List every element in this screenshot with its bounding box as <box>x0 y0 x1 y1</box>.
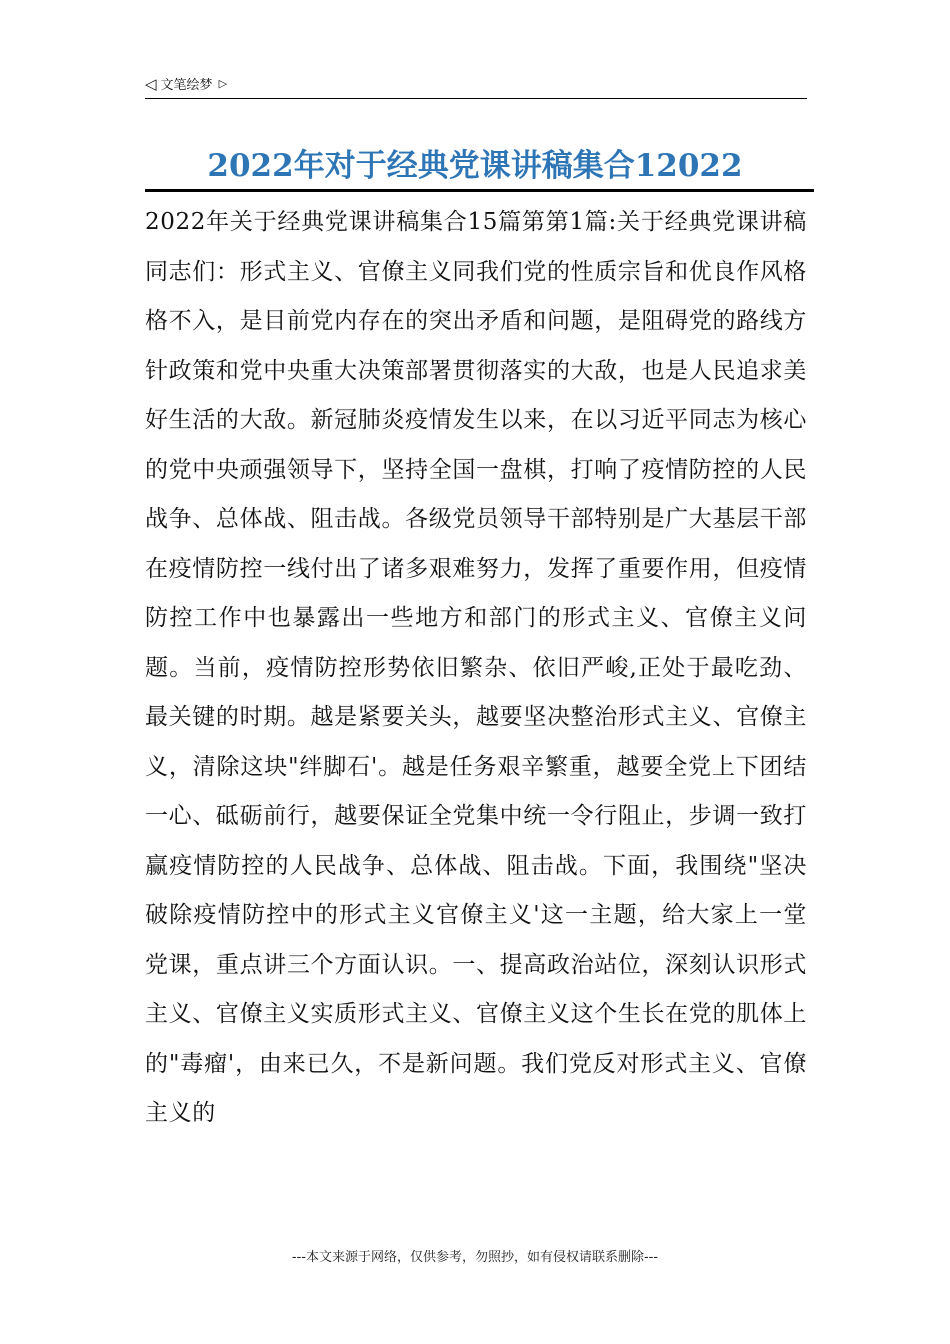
brand <box>145 74 227 93</box>
brand-label: 文笔绘梦 <box>160 78 213 93</box>
document-title: 2022年对于经典党课讲稿集合12022 <box>207 148 743 184</box>
right-triangle-icon: ▷ <box>218 77 228 90</box>
document-body: 2022年关于经典党课讲稿集合15篇第第1篇:关于经典党课讲稿同志们：形式主义、官僚主义同我们党的性质宗旨和优良作风格格不入，是目前党内存在的突出矛盾和问题，是阻碍党的路线方针政策和党中央重大决策部署贯彻落实的大敌，也是人民追求美好生活的大敌。新冠肺炎疫情发生以来，在以习近平同志为核心的党中央顽强领导下，坚持全国一盘棋，打响了疫情防控的人民战争、总体战、阻击战。各级党员领导干部特别是广大基层干部在疫情防控一线付出了诸多艰难努力，发挥了重要作用，但疫情防控工作中也暴露出一些地方和部门的形式主义、官僚主义问题。当前，疫情防控形势依旧繁杂、依旧严峻,正处于最吃劲、最关键的时期。越是紧要关头，越要坚决整治形式主义、官僚主义，清除这块"绊脚石'。越是任务艰辛繁重，越要全党上下团结一心、砥砺前行，越要保证全党集中统一令行阻止，步调一致打赢疫情防控的人民战争、总体战、阻击战。下面，我围绕"坚决破除疫情防控中的形式主义官僚主义'这一主题，给大家上一堂党课，重点讲三个方面认识。一、提高政治站位，深刻认识形式主义、官僚主义实质形式主义、官僚主义这个生长在党的肌体上的"毒瘤'，由来已久，不是新问题。我们党反对形式主义、官僚主义的 <box>145 209 807 1126</box>
title-divider <box>145 189 814 192</box>
page-header <box>145 72 807 99</box>
footer-notice: ---本文来源于网络，仅供参考，勿照抄，如有侵权请联系删除--- <box>291 1250 659 1265</box>
left-triangle-icon: ◁ <box>145 74 157 93</box>
